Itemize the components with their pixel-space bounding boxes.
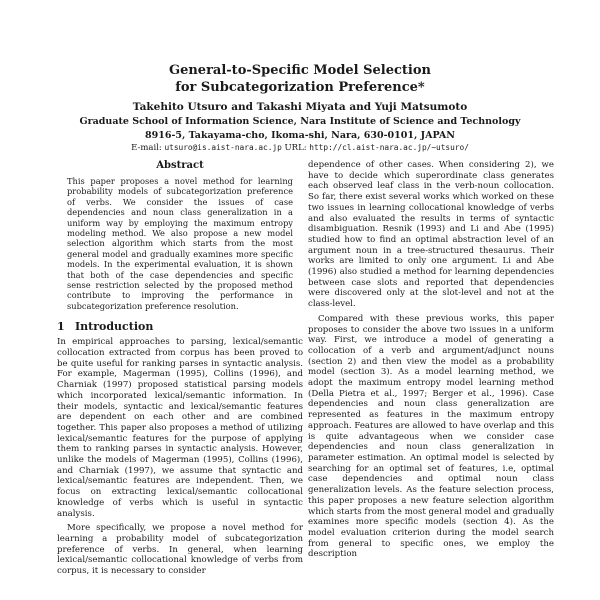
left-column xyxy=(57,160,303,577)
email-address: utsuro@is.aist-nara.ac.jp xyxy=(164,143,282,152)
paper-title-line-2: for Subcategorization Preference* xyxy=(175,80,425,95)
abstract-text: This paper proposes a novel method for learning probability models of subcategorization preference of verbs. We consider the issues of case dependencies and noun class generalization in a uniform way by employing the maximum entropy modeling method. We also propose a new model selection algorithm which starts from the most general model and gradually examines more specific models. In the experimental evaluation, it is shown that both of the case dependencies and specific sense restriction selected by the proposed method contribute to improving the performance in subcategorization preference resolution. xyxy=(67,176,293,311)
section-number: 1 xyxy=(57,320,65,334)
affiliation-line-2: 8916-5, Takayama-cho, Ikoma-shi, Nara, 630-0101, JAPAN xyxy=(145,130,455,141)
contact-line xyxy=(0,143,600,153)
email-label: E-mail: xyxy=(131,143,162,153)
affiliation-line-1: Graduate School of Information Science, Nara Institute of Science and Technology xyxy=(79,116,521,127)
intro-paragraph-2: More specifically, we propose a novel method for learning a probability model of subcategorization preference of verbs. In general, when learning lexical/semantic collocational knowledge of verbs from corpus, it is necessary to consider xyxy=(57,523,303,577)
right-paragraph-2: Compared with these previous works, this paper proposes to consider the above two issues in a uniform way. First, we introduce a model of generating a collocation of a verb and argument/adjunct nouns (section 2) and then view the model as a probability model (section 3). As a model learning method, we adopt the maximum entropy model learning method (Della Pietra et al., 1997; Berger et al., 1996). Case dependencies and noun class generalization are represented as features in the maximum entropy approach. Features are allowed to have overlap and this is quite advantageous when we consider case dependencies and noun class generalization in parameter estimation. An optimal model is selected by searching for an optimal set of features, i.e, optimal case dependencies and optimal noun class generalization levels. As the feature selection process, this paper proposes a new feature selection algorithm which starts from the most general model and gradually examines more specific models (section 4). As the model evaluation criterion during the model search from general to specific ones, we employ the description xyxy=(308,313,554,560)
author-list: Takehito Utsuro and Takashi Miyata and Yuji Matsumoto xyxy=(132,101,468,113)
right-paragraph-1: dependence of other cases. When considering 2), we have to decide which superordinate class generates each observed leaf class in the verb-noun collocation. So far, there exist several works which worked on these two issues in learning collocational knowledge of verbs and also evaluated the results in terms of syntactic disambiguation. Resnik (1993) and Li and Abe (1995) studied how to find an optimal abstraction level of an argument noun in a tree-structured thesaurus. Their works are limited to only one argument. Li and Abe (1996) also studied a method for learning dependencies between case slots and reported that dependencies were discovered only at the slot-level and not at the class-level. xyxy=(308,160,554,310)
abstract-heading: Abstract xyxy=(156,160,204,171)
url-label: URL: xyxy=(284,143,307,153)
section-title: Introduction xyxy=(75,320,154,334)
paper-title-line-1: General-to-Specific Model Selection xyxy=(168,63,431,78)
right-column xyxy=(308,160,554,560)
homepage-url: http://cl.aist-nara.ac.jp/~utsuro/ xyxy=(309,143,469,152)
section-heading-introduction xyxy=(57,320,303,333)
intro-paragraph-1: In empirical approaches to parsing, lexical/semantic collocation extracted from corpus has been proved to be quite useful for ranking parses in syntactic analysis. For example, Magerman (1995), Collins (1996), and Charniak (1997) proposed statistical parsing models which incorporated lexical/semantic information. In their models, syntactic and lexical/semantic features are dependent on each other and are combined together. This paper also proposes a method of utilizing lexical/semantic features for the purpose of applying them to ranking parses in syntactic analysis. However, unlike the models of Magerman (1995), Collins (1996), and Charniak (1997), we assume that syntactic and lexical/semantic features are independent. Then, we focus on extracting lexical/semantic collocational knowledge of verbs which is useful in syntactic analysis. xyxy=(57,337,303,519)
